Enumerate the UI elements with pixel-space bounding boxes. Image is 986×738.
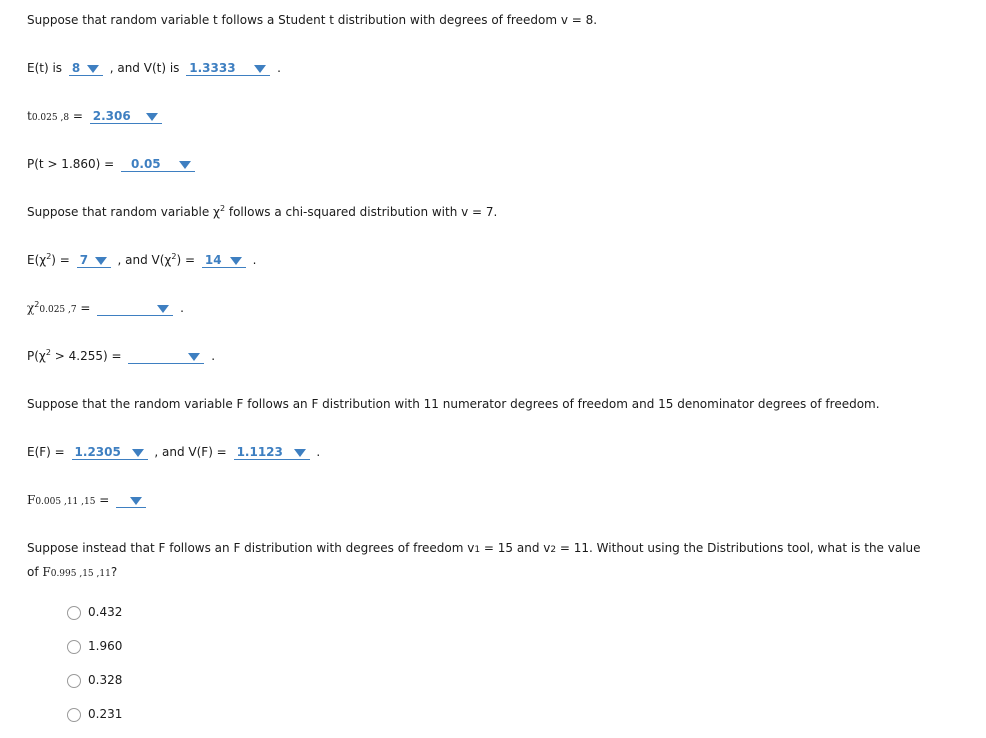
t-prob-dropdown[interactable] [121,156,195,172]
chi-v-dropdown[interactable] [202,252,246,268]
chi-prob-label: P(χ [27,349,46,363]
f-e-dropdown[interactable] [72,444,148,460]
f-intro: Suppose that the random variable F follows an F distribution with 11 numerator degrees of freedom and 15 denominator degrees of freedom. [27,397,880,411]
chi-e-value: 7 [79,253,89,267]
period: . [316,445,321,459]
chi-intro-text-end: follows a chi-squared distribution with v = 7. [225,205,498,219]
t-crit-value: 2.306 [92,109,131,123]
chi-intro-text: Suppose that random variable χ [27,205,220,219]
question-text-mid: = 15 and v [480,541,551,555]
f-crit-symbol: F [27,493,36,507]
answer-option-4[interactable] [67,706,122,722]
question-line-2 [27,564,117,582]
triangle-down-icon [157,305,169,313]
f-crit-dropdown[interactable] [116,492,146,508]
triangle-down-icon [188,353,200,361]
radio-circle-icon[interactable] [67,674,81,688]
chi-prob-row [27,348,215,364]
t-prob-label: P(t > 1.860) = [27,157,115,171]
answer-option-3[interactable] [67,672,122,688]
t-critical-row [27,108,165,126]
et-dropdown[interactable] [69,60,103,76]
option-label: 0.432 [88,605,123,619]
vt-value: 1.3333 [189,61,236,75]
vt-label: , and V(t) is [109,61,180,75]
period: . [211,349,216,363]
triangle-down-icon [130,497,142,505]
triangle-down-icon [87,65,99,73]
question-f-subscript: 0.995 ,15 ,11 [50,569,111,579]
chi-moments-row [27,252,257,268]
question-line-1 [27,540,921,558]
v1-subscript: 1 [474,545,481,555]
f-v-value: 1.1123 [236,445,283,459]
chi-e-label: E(χ [27,253,47,267]
triangle-down-icon [95,257,107,265]
chi-intro-sup: 2 [219,204,226,213]
radio-circle-icon[interactable] [67,606,81,620]
chi-crit-symbol: χ [27,301,35,315]
chi-v-label: , and V(χ [117,253,172,267]
f-v-dropdown[interactable] [234,444,310,460]
f-e-label: E(F) = [27,445,65,459]
f-e-value: 1.2305 [74,445,121,459]
chi-crit-sup: 2 [34,300,40,309]
triangle-down-icon [132,449,144,457]
question-text-end: = 11. Without using the Distributions tool, what is the value [556,541,921,555]
v2-subscript: 2 [550,545,557,555]
f-critical-row [27,492,149,510]
triangle-down-icon [294,449,306,457]
question-mark: ? [110,565,118,579]
radio-circle-icon[interactable] [67,708,81,722]
t-crit-dropdown[interactable] [90,108,162,124]
chi-v-sup: 2 [171,252,177,261]
triangle-down-icon [179,161,191,169]
option-label: 1.960 [88,639,123,653]
chi-critical-row [27,300,184,318]
radio-circle-icon[interactable] [67,640,81,654]
period: . [180,301,184,315]
et-value: 8 [71,61,81,75]
question-f-symbol: F [42,565,51,579]
chi-e-sup: 2 [46,252,52,261]
chi-crit-subscript: 0.025 ,7 [39,305,77,315]
chi-prob-close: > 4.255) = [50,349,122,363]
et-label: E(t) is [27,61,63,75]
equals-sign: = [80,301,91,315]
t-prob-value: 0.05 [131,157,161,171]
t-crit-subscript: 0.025 ,8 [31,113,70,123]
answer-option-2[interactable] [67,638,122,654]
triangle-down-icon [230,257,242,265]
chi-v-close: ) = [176,253,196,267]
triangle-down-icon [146,113,158,121]
chi-crit-dropdown[interactable] [97,300,173,316]
triangle-down-icon [254,65,266,73]
vt-dropdown[interactable] [186,60,270,76]
t-prob-row [27,156,198,172]
equals-sign: = [72,109,83,123]
chi-e-dropdown[interactable] [77,252,111,268]
chi-e-close: ) = [51,253,70,267]
f-moments-row [27,444,320,460]
period: . [277,61,281,75]
t-intro: Suppose that random variable t follows a Student t distribution with degrees of freedom v = 8. [27,13,598,27]
equals-sign: = [99,493,110,507]
option-label: 0.328 [88,673,123,687]
t-crit-symbol: t [27,109,32,123]
option-label: 0.231 [88,707,123,721]
answer-option-1[interactable] [67,604,122,620]
f-crit-subscript: 0.005 ,11 ,15 [35,497,96,507]
question-text: Suppose instead that F follows an F distribution with degrees of freedom v [27,541,475,555]
f-v-label: , and V(F) = [154,445,227,459]
chi-prob-sup: 2 [45,348,51,357]
chi-v-value: 14 [204,253,222,267]
chi-intro [27,204,497,220]
t-moments-row [27,60,281,76]
chi-prob-dropdown[interactable] [128,348,204,364]
question-of: of [27,565,43,579]
period: . [252,253,257,267]
